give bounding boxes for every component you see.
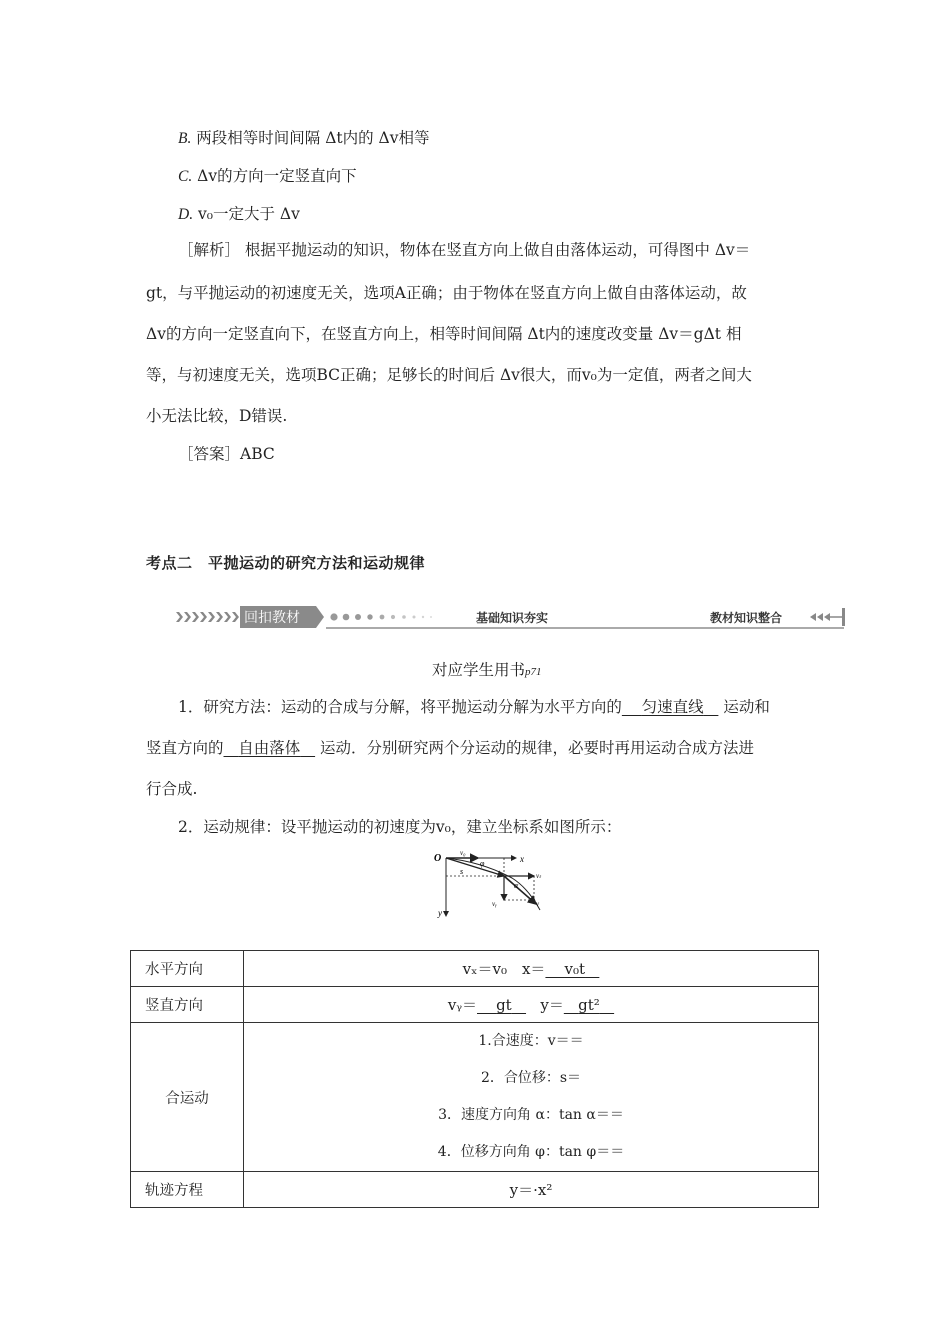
svg-text:x: x [520, 854, 524, 864]
table-row [131, 987, 819, 1023]
chevron-arrows-icon [176, 612, 239, 622]
svg-text:φ: φ [480, 859, 485, 868]
option-d: D. v₀一定大于 Δv [178, 205, 300, 223]
combined-item: 4．位移方向角 φ：tan φ＝＝ [437, 1144, 625, 1160]
motion-rules-table [130, 950, 819, 1208]
point1-line-3: 行合成. [146, 780, 198, 798]
blank-free-fall: 自由落体 [238, 739, 301, 757]
svg-text:α: α [514, 881, 519, 890]
option-d-text: v₀一定大于 Δv [198, 205, 300, 223]
row-value-vertical: vᵧ＝ gt y＝ gt² [244, 987, 819, 1023]
banner-right-label: 教材知识整合 [710, 611, 783, 625]
point1-line-2: 竖直方向的 自由落体 运动．分别研究两个分运动的规律，必要时再用运动合成方法进 [146, 739, 755, 757]
svg-text:v: v [536, 900, 540, 908]
section-title: 考点二 平抛运动的研究方法和运动规律 [146, 554, 426, 572]
svg-text:vₜ: vₜ [536, 872, 542, 880]
row-value-horizontal: vₓ＝v₀ x＝ v₀t [244, 951, 819, 987]
svg-text:y: y [438, 908, 442, 918]
table-row [131, 951, 819, 987]
row-label-combined: 合运动 [131, 1023, 244, 1172]
option-b-text: 两段相等时间间隔 Δt内的 Δv相等 [196, 129, 430, 147]
analysis-line-3: Δv的方向一定竖直向下，在竖直方向上，相等时间间隔 Δt内的速度改变量 Δv＝gΔt 相 [146, 325, 742, 343]
blank-uniform-linear: 匀速直线 [641, 698, 704, 716]
row-value-combined [244, 1023, 819, 1172]
combined-item: 1.合速度：v＝＝ [478, 1033, 584, 1049]
analysis-line-5: 小无法比较，D错误. [146, 407, 288, 425]
combined-item: 3．速度方向角 α：tan α＝＝ [438, 1107, 624, 1123]
row-label-horizontal: 水平方向 [131, 951, 244, 987]
displacement-vector [446, 858, 504, 876]
option-c-text: Δv的方向一定竖直向下 [197, 167, 357, 185]
banner-tag-label: 回扣教材 [244, 610, 300, 626]
analysis-line-1: ［解析］ 根据平抛运动的知识，物体在竖直方向上做自由落体运动，可得图中 Δv＝ [178, 241, 751, 259]
option-c: C. Δv的方向一定竖直向下 [178, 167, 357, 185]
row-label-vertical: 竖直方向 [131, 987, 244, 1023]
projectile-diagram [432, 848, 562, 920]
svg-text:v₀: v₀ [460, 849, 466, 857]
row-label-trajectory: 轨迹方程 [131, 1172, 244, 1208]
answer-line: ［答案］ABC [178, 445, 275, 463]
section-banner [176, 604, 848, 630]
svg-text:s: s [460, 867, 464, 876]
row-value-trajectory: y＝·x² [244, 1172, 819, 1208]
point1-line-1: 1．研究方法：运动的合成与分解，将平抛运动分解为水平方向的 匀速直线 运动和 [178, 698, 770, 716]
book-ref: 对应学生用书p71 [432, 661, 542, 679]
analysis-line-4: 等，与初速度无关，选项BC正确；足够长的时间后 Δv很大，而v₀为一定值，两者之间大 [146, 366, 752, 384]
combined-item: 2．合位移：s＝ [480, 1070, 582, 1086]
analysis-line-2: gt，与平抛运动的初速度无关，选项A正确；由于物体在竖直方向上做自由落体运动，故 [146, 284, 747, 302]
option-b: B. 两段相等时间间隔 Δt内的 Δv相等 [178, 129, 430, 147]
dots-icon [330, 613, 432, 620]
svg-text:O: O [434, 853, 442, 864]
banner-mid-label: 基础知识夯实 [476, 611, 549, 625]
table-row [131, 1172, 819, 1208]
reverse-arrows-icon [810, 613, 830, 621]
svg-text:vᵧ: vᵧ [492, 900, 497, 908]
point2-line: 2．运动规律：设平抛运动的初速度为v₀，建立坐标系如图所示： [178, 818, 622, 836]
table-row [131, 1023, 819, 1172]
